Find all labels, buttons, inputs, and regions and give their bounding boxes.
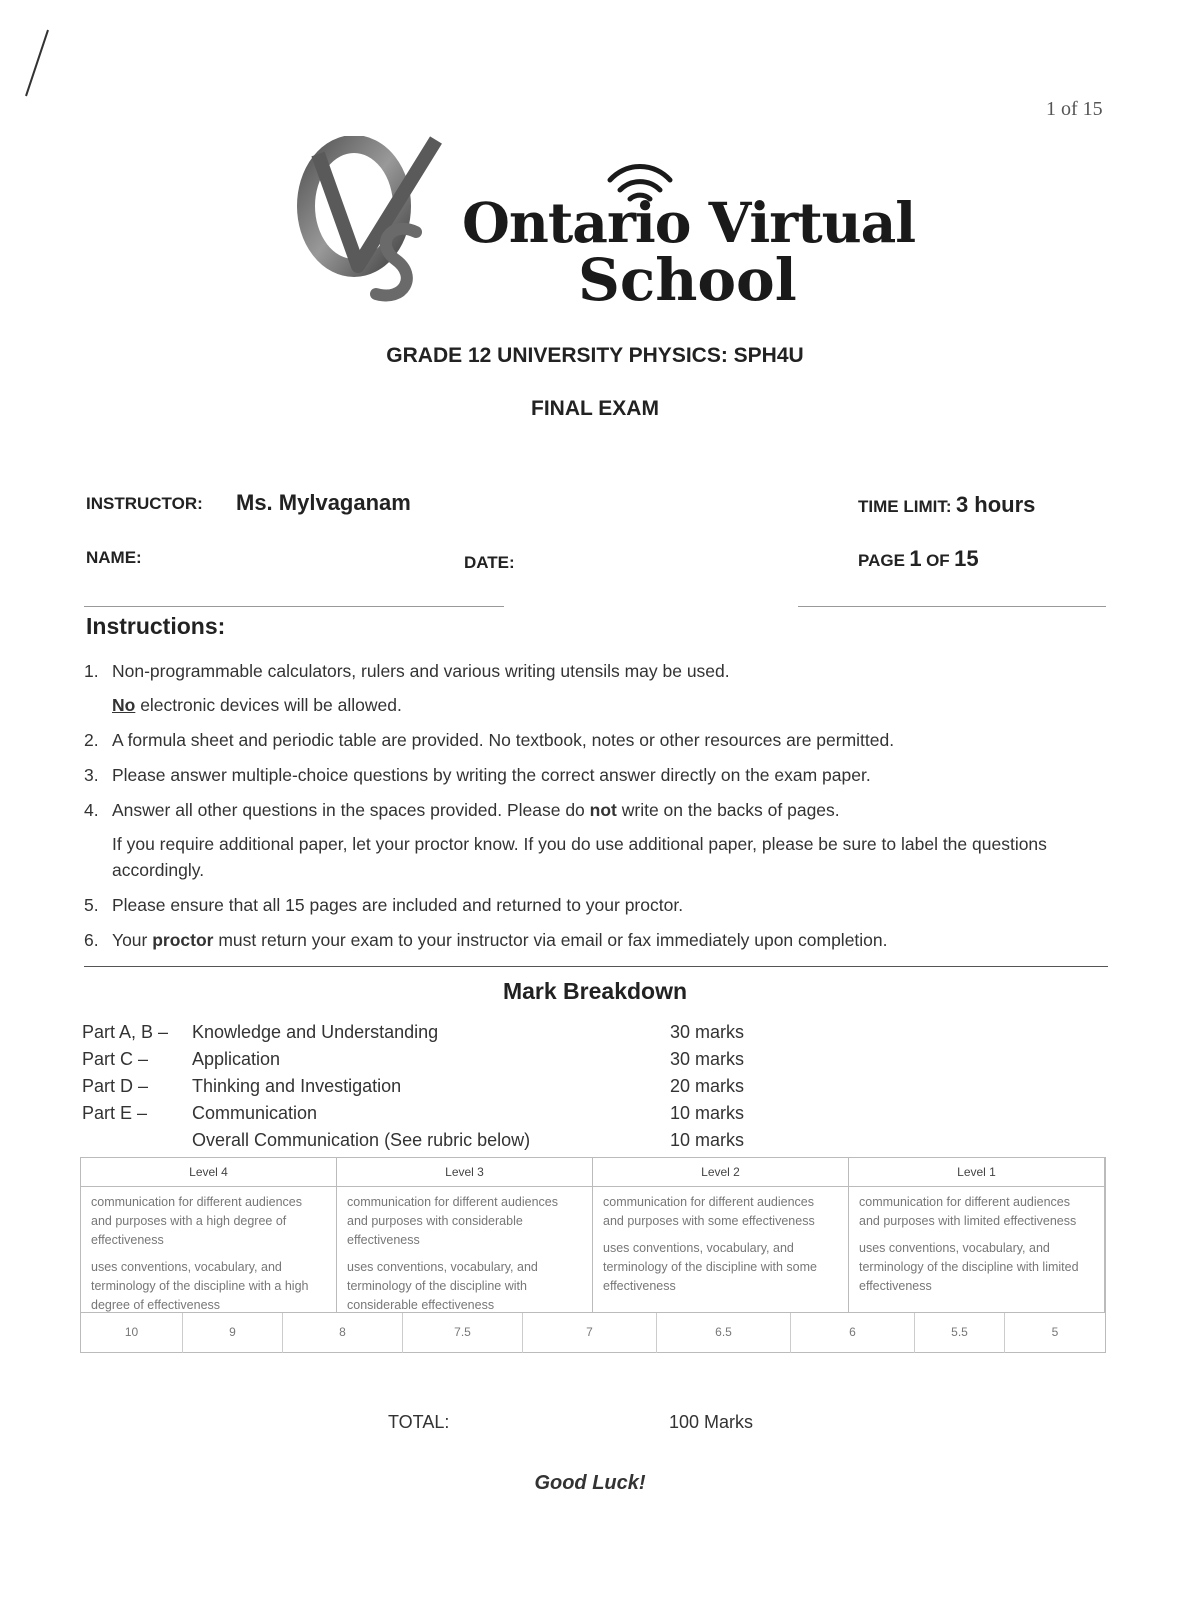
mark-breakdown-heading: Mark Breakdown <box>502 978 688 1004</box>
instruction-number: 6. <box>84 930 99 950</box>
time-limit-value: 3 hours <box>955 492 1036 517</box>
instructor-label: INSTRUCTOR: <box>86 494 203 513</box>
rubric-descriptor: communication for different audiences and purposes with a high degree of effectiveness <box>91 1195 302 1247</box>
total-value: 100 Marks <box>669 1412 754 1432</box>
emphasis-text: proctor <box>152 930 214 950</box>
instruction-text: Non-programmable calculators, rulers and various writing utensils may be used. <box>112 661 730 681</box>
instruction-item <box>84 927 1094 953</box>
rubric-score-cell: 5.5 <box>915 1313 1005 1353</box>
instruction-item <box>84 797 1094 883</box>
rubric-score-cell: 7.5 <box>403 1313 523 1353</box>
instructions-list <box>84 658 1094 962</box>
instruction-text: A formula sheet and periodic table are provided. No textbook, notes or other resources are permitted. <box>112 730 895 750</box>
instruction-text: electronic devices will be allowed. <box>135 695 402 715</box>
instruction-text: Answer all other questions in the spaces provided. Please do <box>112 800 590 820</box>
instruction-text: Please ensure that all 15 pages are included and returned to your proctor. <box>112 895 684 915</box>
rubric-level-heading: Level 1 <box>849 1158 1104 1187</box>
instruction-item <box>84 727 1094 753</box>
pencil-mark <box>22 28 52 98</box>
instruction-number: 4. <box>84 800 99 820</box>
rubric-descriptor: communication for different audiences and purposes with some effectiveness <box>603 1195 815 1228</box>
rubric-score-cell: 6.5 <box>657 1313 791 1353</box>
page-current: 1 <box>909 546 922 571</box>
instruction-continuation <box>112 692 1094 718</box>
mark-category: Knowledge and Understanding <box>192 1022 439 1042</box>
mark-breakdown-row <box>82 1130 842 1156</box>
mark-part: Part C – <box>82 1049 149 1069</box>
mark-value: 30 marks <box>670 1022 745 1042</box>
instruction-number: 5. <box>84 895 99 915</box>
instruction-item <box>84 658 1094 718</box>
mark-breakdown-row <box>82 1076 842 1102</box>
instruction-text: must return your exam to your instructor via email or fax immediately upon completion. <box>213 930 888 950</box>
good-luck-text: Good Luck! <box>534 1472 646 1494</box>
exam-title: FINAL EXAM <box>531 397 659 420</box>
mark-category: Application <box>192 1049 281 1069</box>
name-date-underline <box>84 606 504 607</box>
rubric-descriptor: uses conventions, vocabulary, and terminology of the discipline with a high degree of effectiveness <box>91 1260 309 1312</box>
wifi-icon <box>604 158 676 214</box>
mark-value: 10 marks <box>670 1103 745 1123</box>
mark-breakdown-row <box>82 1049 842 1075</box>
mark-category: Thinking and Investigation <box>192 1076 402 1096</box>
brand-name-line1: Ontario Virtual <box>462 190 916 255</box>
rubric-descriptor: communication for different audiences and purposes with limited effectiveness <box>859 1195 1077 1228</box>
mark-breakdown-row <box>82 1022 842 1048</box>
rubric-score-cell: 10 <box>81 1313 183 1353</box>
rubric-level-heading: Level 2 <box>593 1158 848 1187</box>
rubric-score-cell: 9 <box>183 1313 283 1353</box>
emphasis-text: not <box>589 800 617 820</box>
rubric-descriptor: communication for different audiences and purposes with considerable effectiveness <box>347 1195 558 1247</box>
rubric-level-heading: Level 3 <box>337 1158 592 1187</box>
instruction-text: Your <box>112 930 153 950</box>
mark-value: 10 marks <box>670 1130 745 1150</box>
mark-part: Part A, B – <box>82 1022 169 1042</box>
date-label: DATE: <box>464 553 515 572</box>
instruction-number: 3. <box>84 765 99 785</box>
instruction-number: 1. <box>84 661 99 681</box>
page-indicator <box>858 546 979 572</box>
brand-name-line2: School <box>578 246 797 314</box>
page-label: PAGE <box>858 551 905 570</box>
page-underline <box>798 606 1106 607</box>
instructor-value: Ms. Mylvaganam <box>236 490 411 515</box>
page-number: 1 of 15 <box>1046 98 1103 120</box>
emphasis-text: No <box>112 695 136 715</box>
instructions-heading: Instructions: <box>86 613 226 639</box>
rubric-score-cell: 5 <box>1051 1325 1059 1339</box>
mark-value: 30 marks <box>670 1049 745 1069</box>
instruction-text: write on the backs of pages. <box>616 800 840 820</box>
instruction-continuation: If you require additional paper, let your proctor know. If you do use additional paper, please be sure to label the questions accordingly. <box>112 834 1047 880</box>
mark-category: Communication <box>192 1103 318 1123</box>
instruction-number: 2. <box>84 730 99 750</box>
rubric-level-heading: Level 4 <box>81 1158 336 1187</box>
mark-breakdown-row <box>82 1103 842 1129</box>
rubric-score-cell: 7 <box>523 1313 657 1353</box>
section-divider <box>84 966 1108 967</box>
communication-rubric <box>80 1157 1106 1353</box>
page-of-label: OF <box>926 551 950 570</box>
mark-part: Part D – <box>82 1076 149 1096</box>
instruction-item <box>84 762 1094 788</box>
rubric-descriptor: uses conventions, vocabulary, and terminology of the discipline with limited effectiveness <box>859 1241 1079 1293</box>
instruction-text: Please answer multiple-choice questions by writing the correct answer directly on the exam paper. <box>112 765 871 785</box>
mark-part: Part E – <box>82 1103 148 1123</box>
rubric-score-row <box>81 1312 1105 1353</box>
course-title: GRADE 12 UNIVERSITY PHYSICS: SPH4U <box>386 344 804 367</box>
page-total: 15 <box>954 546 979 571</box>
ovs-logo-icon <box>296 136 446 306</box>
instruction-item <box>84 892 1094 918</box>
rubric-score-cell: 8 <box>283 1313 403 1353</box>
rubric-level-column <box>81 1158 337 1312</box>
rubric-descriptor: uses conventions, vocabulary, and terminology of the discipline with considerable effectiveness <box>347 1260 538 1312</box>
rubric-level-column <box>849 1158 1105 1312</box>
rubric-level-column <box>593 1158 849 1312</box>
mark-value: 20 marks <box>670 1076 745 1096</box>
rubric-descriptor: uses conventions, vocabulary, and terminology of the discipline with some effectiveness <box>603 1241 817 1293</box>
time-limit <box>858 492 1035 518</box>
mark-category: Overall Communication (See rubric below) <box>192 1130 531 1150</box>
time-limit-label: TIME LIMIT: <box>858 497 952 516</box>
name-label: NAME: <box>86 548 142 567</box>
rubric-level-column <box>337 1158 593 1312</box>
total-label: TOTAL: <box>388 1412 450 1432</box>
rubric-score-cell: 6 <box>791 1313 915 1353</box>
